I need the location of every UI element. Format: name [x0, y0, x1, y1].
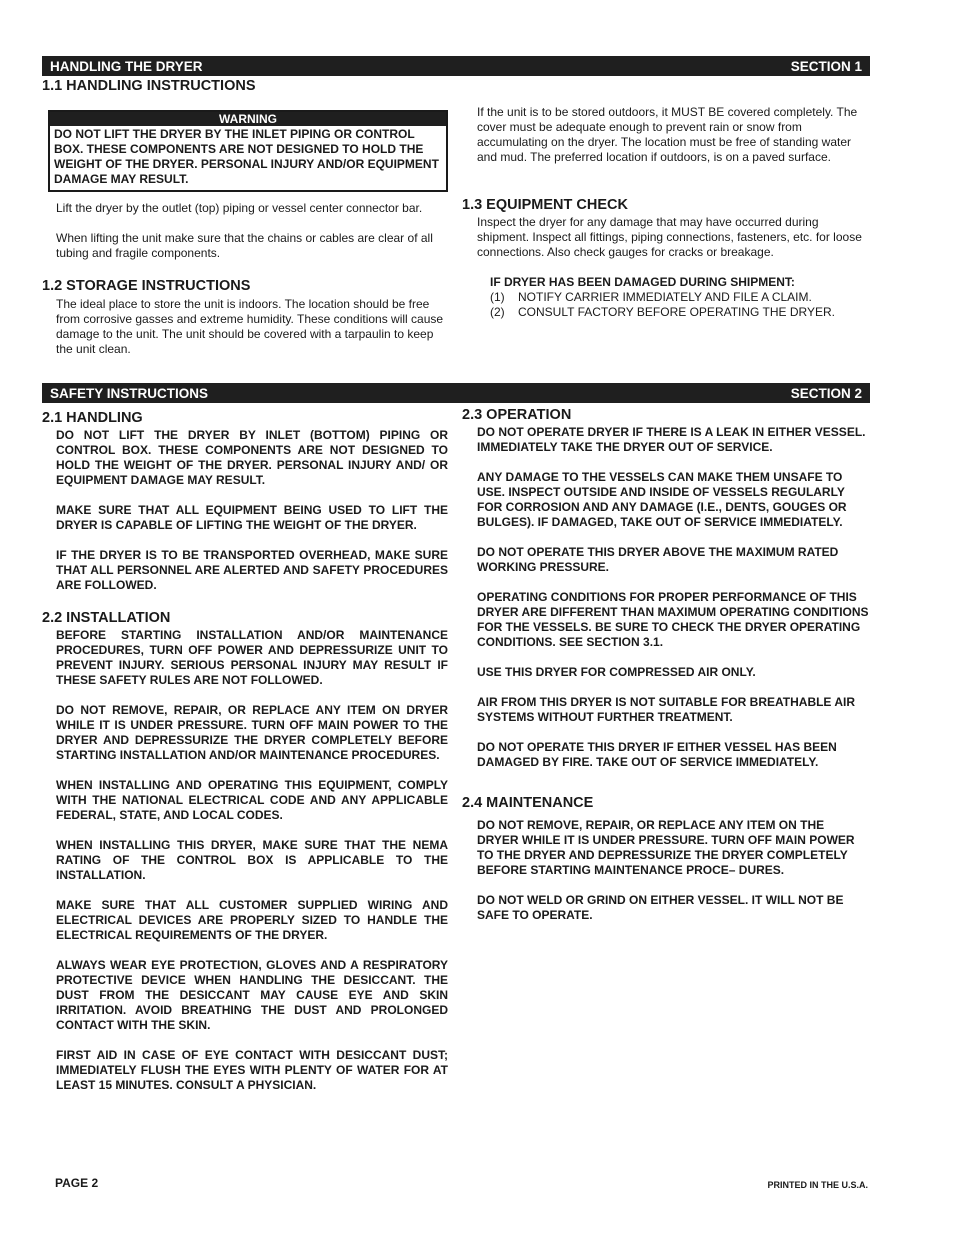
handling-paragraph-1: Lift the dryer by the outlet (top) piping or vessel center connector bar.: [56, 201, 423, 215]
damage-heading: IF DRYER HAS BEEN DAMAGED DURING SHIPMENT:: [490, 275, 795, 289]
damage-instructions: [490, 275, 870, 320]
operation-paragraph: ANY DAMAGE TO THE VESSELS CAN MAKE THEM UNSAFE TO USE. INSPECT OUTSIDE AND INSIDE OF VESSELS REGULARLY FOR CORROSION AND ANY DAMAGE (I.E., DENTS, GOUGES OR BULGES). IF DAMAGED, TAKE OUT OF SERVICE IMMEDIATELY.: [477, 470, 847, 529]
installation-paragraph: WHEN INSTALLING THIS DRYER, MAKE SURE THAT THE NEMA RATING OF THE CONTROL BOX IS APPLICABLE TO THE INSTALLATION.: [56, 838, 448, 882]
installation-paragraph: MAKE SURE THAT ALL CUSTOMER SUPPLIED WIRING AND ELECTRICAL DEVICES ARE PROPERLY SIZED TO HANDLE THE ELECTRICAL REQUIREMENTS OF THE DRYER.: [56, 898, 448, 942]
equipment-check-paragraph: Inspect the dryer for any damage that may have occurred during shipment. Inspect all fittings, piping connections, fasteners, etc. for loose connections. Also check gauges for cracks or breakage.: [477, 215, 862, 259]
installation-paragraph: ALWAYS WEAR EYE PROTECTION, GLOVES AND A RESPIRATORY PROTECTIVE DEVICE WHEN HANDLING THE DESICCANT. THE DUST FROM THE DESICCANT MAY CAUSE EYE AND SKIN IRRITATION. AVOID BREATHING THE DUST AND PROLONGED CONTACT WITH THE SKIN.: [56, 958, 448, 1032]
warning-box: [48, 110, 448, 192]
heading-2-3: 2.3 OPERATION: [462, 407, 572, 423]
heading-2-2: 2.2 INSTALLATION: [42, 610, 171, 626]
section-1-title: HANDLING THE DRYER: [50, 58, 203, 74]
damage-item-number: (2): [490, 305, 505, 319]
heading-1-2: 1.2 STORAGE INSTRUCTIONS: [42, 278, 251, 294]
operation-paragraph: DO NOT OPERATE THIS DRYER IF EITHER VESSEL HAS BEEN DAMAGED BY FIRE. TAKE OUT OF SERVICE IMMEDIATELY.: [477, 740, 837, 769]
handling-safety-paragraph: IF THE DRYER IS TO BE TRANSPORTED OVERHEAD, MAKE SURE THAT ALL PERSONNEL ARE ALERTED AND SAFETY PROCEDURES ARE FOLLOWED.: [56, 548, 448, 592]
installation-safety-text: [56, 628, 448, 1093]
damage-item-number: (1): [490, 290, 505, 304]
installation-paragraph: WHEN INSTALLING AND OPERATING THIS EQUIPMENT, COMPLY WITH THE NATIONAL ELECTRICAL CODE AND ANY APPLICABLE FEDERAL, STATE, AND LOCAL CODES.: [56, 778, 448, 822]
heading-2-4: 2.4 MAINTENANCE: [462, 795, 594, 811]
operation-paragraph: DO NOT OPERATE THIS DRYER ABOVE THE MAXIMUM RATED WORKING PRESSURE.: [477, 545, 839, 574]
damage-item-text: NOTIFY CARRIER IMMEDIATELY AND FILE A CLAIM.: [518, 290, 812, 304]
operation-paragraph: OPERATING CONDITIONS FOR PROPER PERFORMANCE OF THIS DRYER ARE DIFFERENT THAN MAXIMUM OPERATING CONDITIONS FOR THE VESSELS. BE SURE TO CHECK THE DRYER OPERATING CONDITIONS. SEE SECTION 3.1.: [477, 590, 869, 649]
damage-list-item: [490, 290, 870, 305]
damage-list-item: [490, 305, 870, 320]
handling-paragraph-2: When lifting the unit make sure that the chains or cables are clear of all tubing and fragile components.: [56, 231, 433, 260]
operation-paragraph: AIR FROM THIS DRYER IS NOT SUITABLE FOR BREATHABLE AIR SYSTEMS WITHOUT FURTHER TREATMENT.: [477, 695, 855, 724]
operation-paragraph: USE THIS DRYER FOR COMPRESSED AIR ONLY.: [477, 665, 756, 679]
installation-paragraph: BEFORE STARTING INSTALLATION AND/OR MAINTENANCE PROCEDURES, TURN OFF POWER AND DEPRESSURIZE UNIT TO PREVENT INJURY. SERIOUS PERSONAL INJURY MAY RESULT IF THESE SAFETY RULES ARE NOT FOLLOWED.: [56, 628, 448, 687]
warning-text: DO NOT LIFT THE DRYER BY THE INLET PIPING OR CONTROL BOX. THESE COMPONENTS ARE NOT DESIGNED TO HOLD THE WEIGHT OF THE DRYER. PERSONAL INJURY AND/OR EQUIPMENT DAMAGE MAY RESULT.: [54, 127, 439, 186]
section-2-header-bar: [42, 383, 870, 403]
section-1-number: SECTION 1: [790, 58, 862, 74]
handling-safety-paragraph: DO NOT LIFT THE DRYER BY INLET (BOTTOM) PIPING OR CONTROL BOX. THESE COMPONENTS ARE NOT DESIGNED TO HOLD THE WEIGHT OF THE DRYER. PERSONAL INJURY AND/ OR EQUIPMENT DAMAGE MAY RESULT.: [56, 428, 448, 487]
section-2-title: SAFETY INSTRUCTIONS: [50, 385, 209, 401]
section-2-number: SECTION 2: [790, 385, 862, 401]
handling-safety-text: [56, 428, 448, 593]
maintenance-safety-text: [477, 818, 869, 923]
printed-note: PRINTED IN THE U.S.A.: [767, 1180, 868, 1190]
maintenance-paragraph: DO NOT REMOVE, REPAIR, OR REPLACE ANY ITEM ON THE DRYER WHILE IT IS UNDER PRESSURE. TURN OFF MAIN POWER TO THE DRYER AND DEPRESSURIZE THE DRYER COMPLETELY BEFORE STARTING MAINTENANCE PROCE– DURES.: [477, 818, 855, 877]
damage-item-text: CONSULT FACTORY BEFORE OPERATING THE DRYER.: [518, 305, 835, 319]
heading-2-1: 2.1 HANDLING: [42, 410, 143, 426]
warning-title: WARNING: [50, 112, 446, 126]
installation-paragraph: DO NOT REMOVE, REPAIR, OR REPLACE ANY ITEM ON DRYER WHILE IT IS UNDER PRESSURE. TURN OFF MAIN POWER TO THE DRYER AND DEPRESSURIZE THE DRYER COMPLETELY BEFORE STARTING INSTALLATION AND/OR MAINTENANCE PROCEDURES.: [56, 703, 448, 762]
storage-outdoor-paragraph: If the unit is to be stored outdoors, it MUST BE covered completely. The cover must be adequate enough to prevent rain or snow from accumulating on the dryer. The location must be free of standing water and mud. The preferred location if outdoors, is on a paved surface.: [477, 105, 858, 164]
operation-safety-text: [477, 425, 869, 770]
section-1-header-bar: [42, 56, 870, 76]
storage-paragraph: The ideal place to store the unit is indoors. The location should be free from corrosive gasses and extreme humidity. These conditions will cause damage to the unit. The unit should be covered with a tarpaulin to keep the unit clean.: [56, 297, 444, 356]
handling-safety-paragraph: MAKE SURE THAT ALL EQUIPMENT BEING USED TO LIFT THE DRYER IS CAPABLE OF LIFTING THE WEIGHT OF THE DRYER.: [56, 503, 448, 532]
installation-paragraph: FIRST AID IN CASE OF EYE CONTACT WITH DESICCANT DUST; IMMEDIATELY FLUSH THE EYES WITH PLENTY OF WATER FOR AT LEAST 15 MINUTES. CONSULT A PHYSICIAN.: [56, 1048, 448, 1092]
operation-paragraph: DO NOT OPERATE DRYER IF THERE IS A LEAK IN EITHER VESSEL. IMMEDIATELY TAKE THE DRYER OUT OF SERVICE.: [477, 425, 866, 454]
heading-1-1: 1.1 HANDLING INSTRUCTIONS: [42, 78, 256, 94]
heading-1-3: 1.3 EQUIPMENT CHECK: [462, 197, 628, 213]
page-number: PAGE 2: [55, 1176, 99, 1190]
damage-list: [490, 290, 870, 320]
maintenance-paragraph: DO NOT WELD OR GRIND ON EITHER VESSEL. IT WILL NOT BE SAFE TO OPERATE.: [477, 893, 844, 922]
